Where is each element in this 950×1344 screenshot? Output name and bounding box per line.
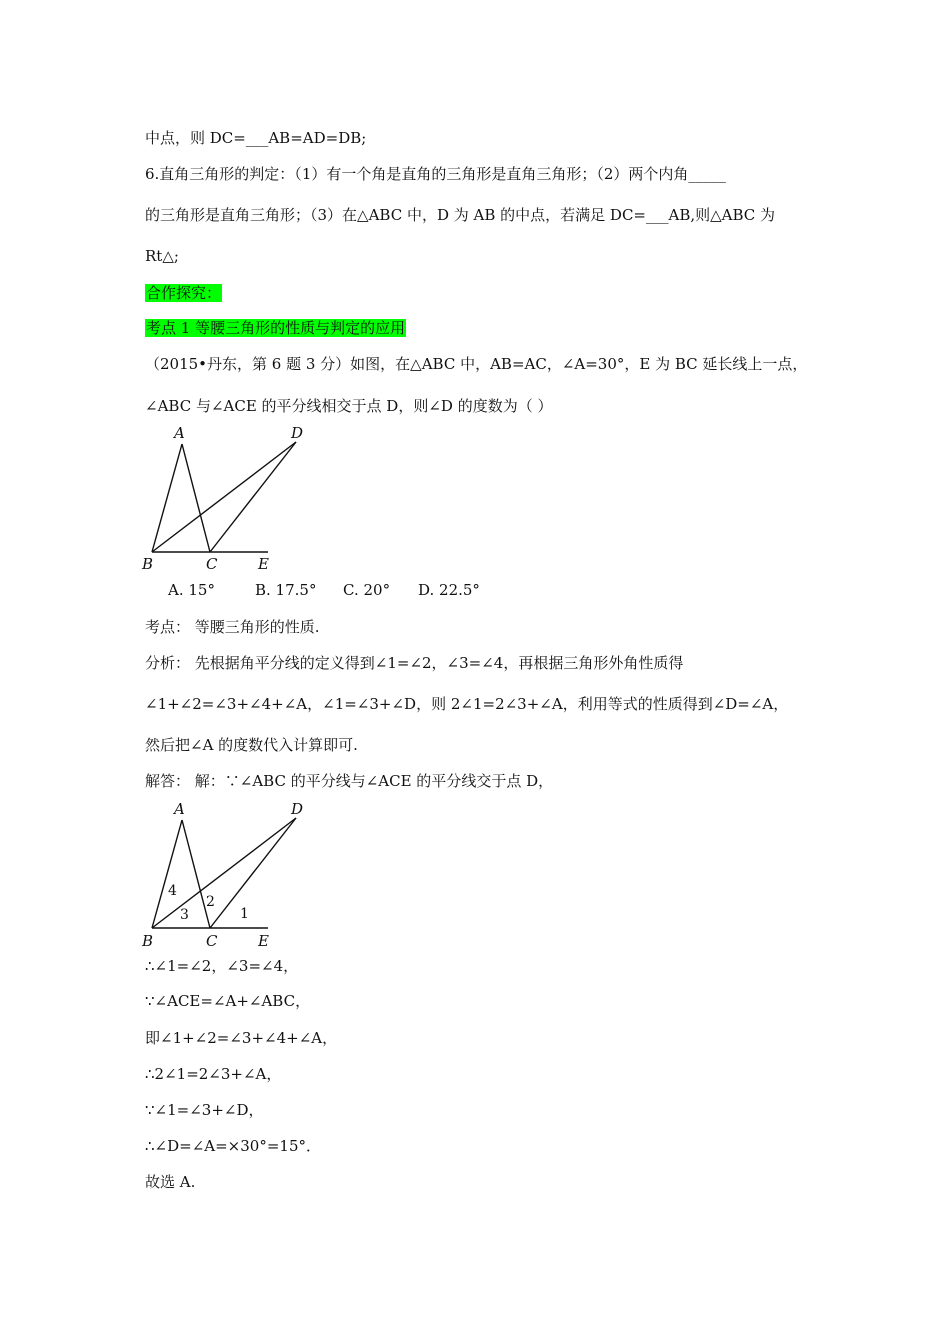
line-ab [152,444,182,552]
analysis-line: 然后把∠A 的度数代入计算即可. [145,736,358,754]
option-c: C. 20° [343,581,391,599]
solution-step: 即∠1+∠2=∠3+∠4+∠A， [145,1029,338,1047]
labeled-triangle-figure [140,798,310,950]
text-line: 中点，则 DC=___AB=AD=DB; [145,129,367,147]
answer-line: 解答： 解：∵∠ABC 的平分线与∠ACE 的平分线交于点 D， [145,772,554,790]
label-a: A [174,424,185,442]
solution-step: ∴2∠1=2∠3+∠A， [145,1065,282,1083]
solution-step: ∴∠D=∠A=×30°=15°． [145,1137,321,1155]
option-b: B. 17.5° [255,581,317,599]
line-ac [182,444,210,552]
solution-step: ∵∠ACE=∠A+∠ABC， [145,992,311,1010]
angle-label-2: 2 [206,894,215,910]
kaodian-line: 考点： 等腰三角形的性质. [145,618,320,636]
analysis-line: 分析： 先根据角平分线的定义得到∠1=∠2，∠3=∠4，再根据三角形外角性质得 [145,654,684,672]
triangle-figure [140,424,310,574]
problem-line: ∠ABC 与∠ACE 的平分线相交于点 D，则∠D 的度数为（ ） [145,397,553,415]
label-b: B [142,555,154,573]
answer-options [168,580,480,600]
option-d: D. 22.5° [418,581,480,599]
label-e: E [258,932,269,950]
label-d: D [291,800,304,818]
line-bd [152,818,296,928]
solution-conclusion: 故选 A. [145,1173,196,1191]
section-heading-text: 合作探究： [146,284,222,302]
angle-label-4: 4 [168,883,177,899]
kaodian-heading-text: 考点 1 等腰三角形的性质与判定的应用 [146,319,406,337]
label-c: C [206,932,218,950]
label-d: D [291,424,304,442]
text-line: 6.直角三角形的判定：（1）有一个角是直角的三角形是直角三角形；（2）两个内角_____ [145,165,726,183]
line-bd [152,442,296,552]
label-b: B [142,932,154,950]
angle-label-1: 1 [240,906,249,922]
label-c: C [206,555,218,573]
solution-step: ∴∠1=∠2，∠3=∠4， [145,957,299,975]
solution-step: ∵∠1=∠3+∠D， [145,1101,264,1119]
option-a: A. 15° [168,581,215,599]
analysis-line: ∠1+∠2=∠3+∠4+∠A，∠1=∠3+∠D，则 2∠1=2∠3+∠A，利用等式的性质得到∠D=∠A， [145,695,789,713]
line-ab [152,820,182,928]
text-line: Rt△; [145,247,179,265]
label-e: E [258,555,269,573]
section-heading [145,283,222,303]
label-a: A [174,800,185,818]
text-line: 的三角形是直角三角形；（3）在△ABC 中，D 为 AB 的中点，若满足 DC=___AB,则△ABC 为 [145,206,776,224]
kaodian-heading [145,318,406,338]
problem-line: （2015•丹东，第 6 题 3 分）如图，在△ABC 中，AB=AC，∠A=30°，E 为 BC 延长线上一点， [145,355,808,373]
angle-label-3: 3 [180,907,189,923]
